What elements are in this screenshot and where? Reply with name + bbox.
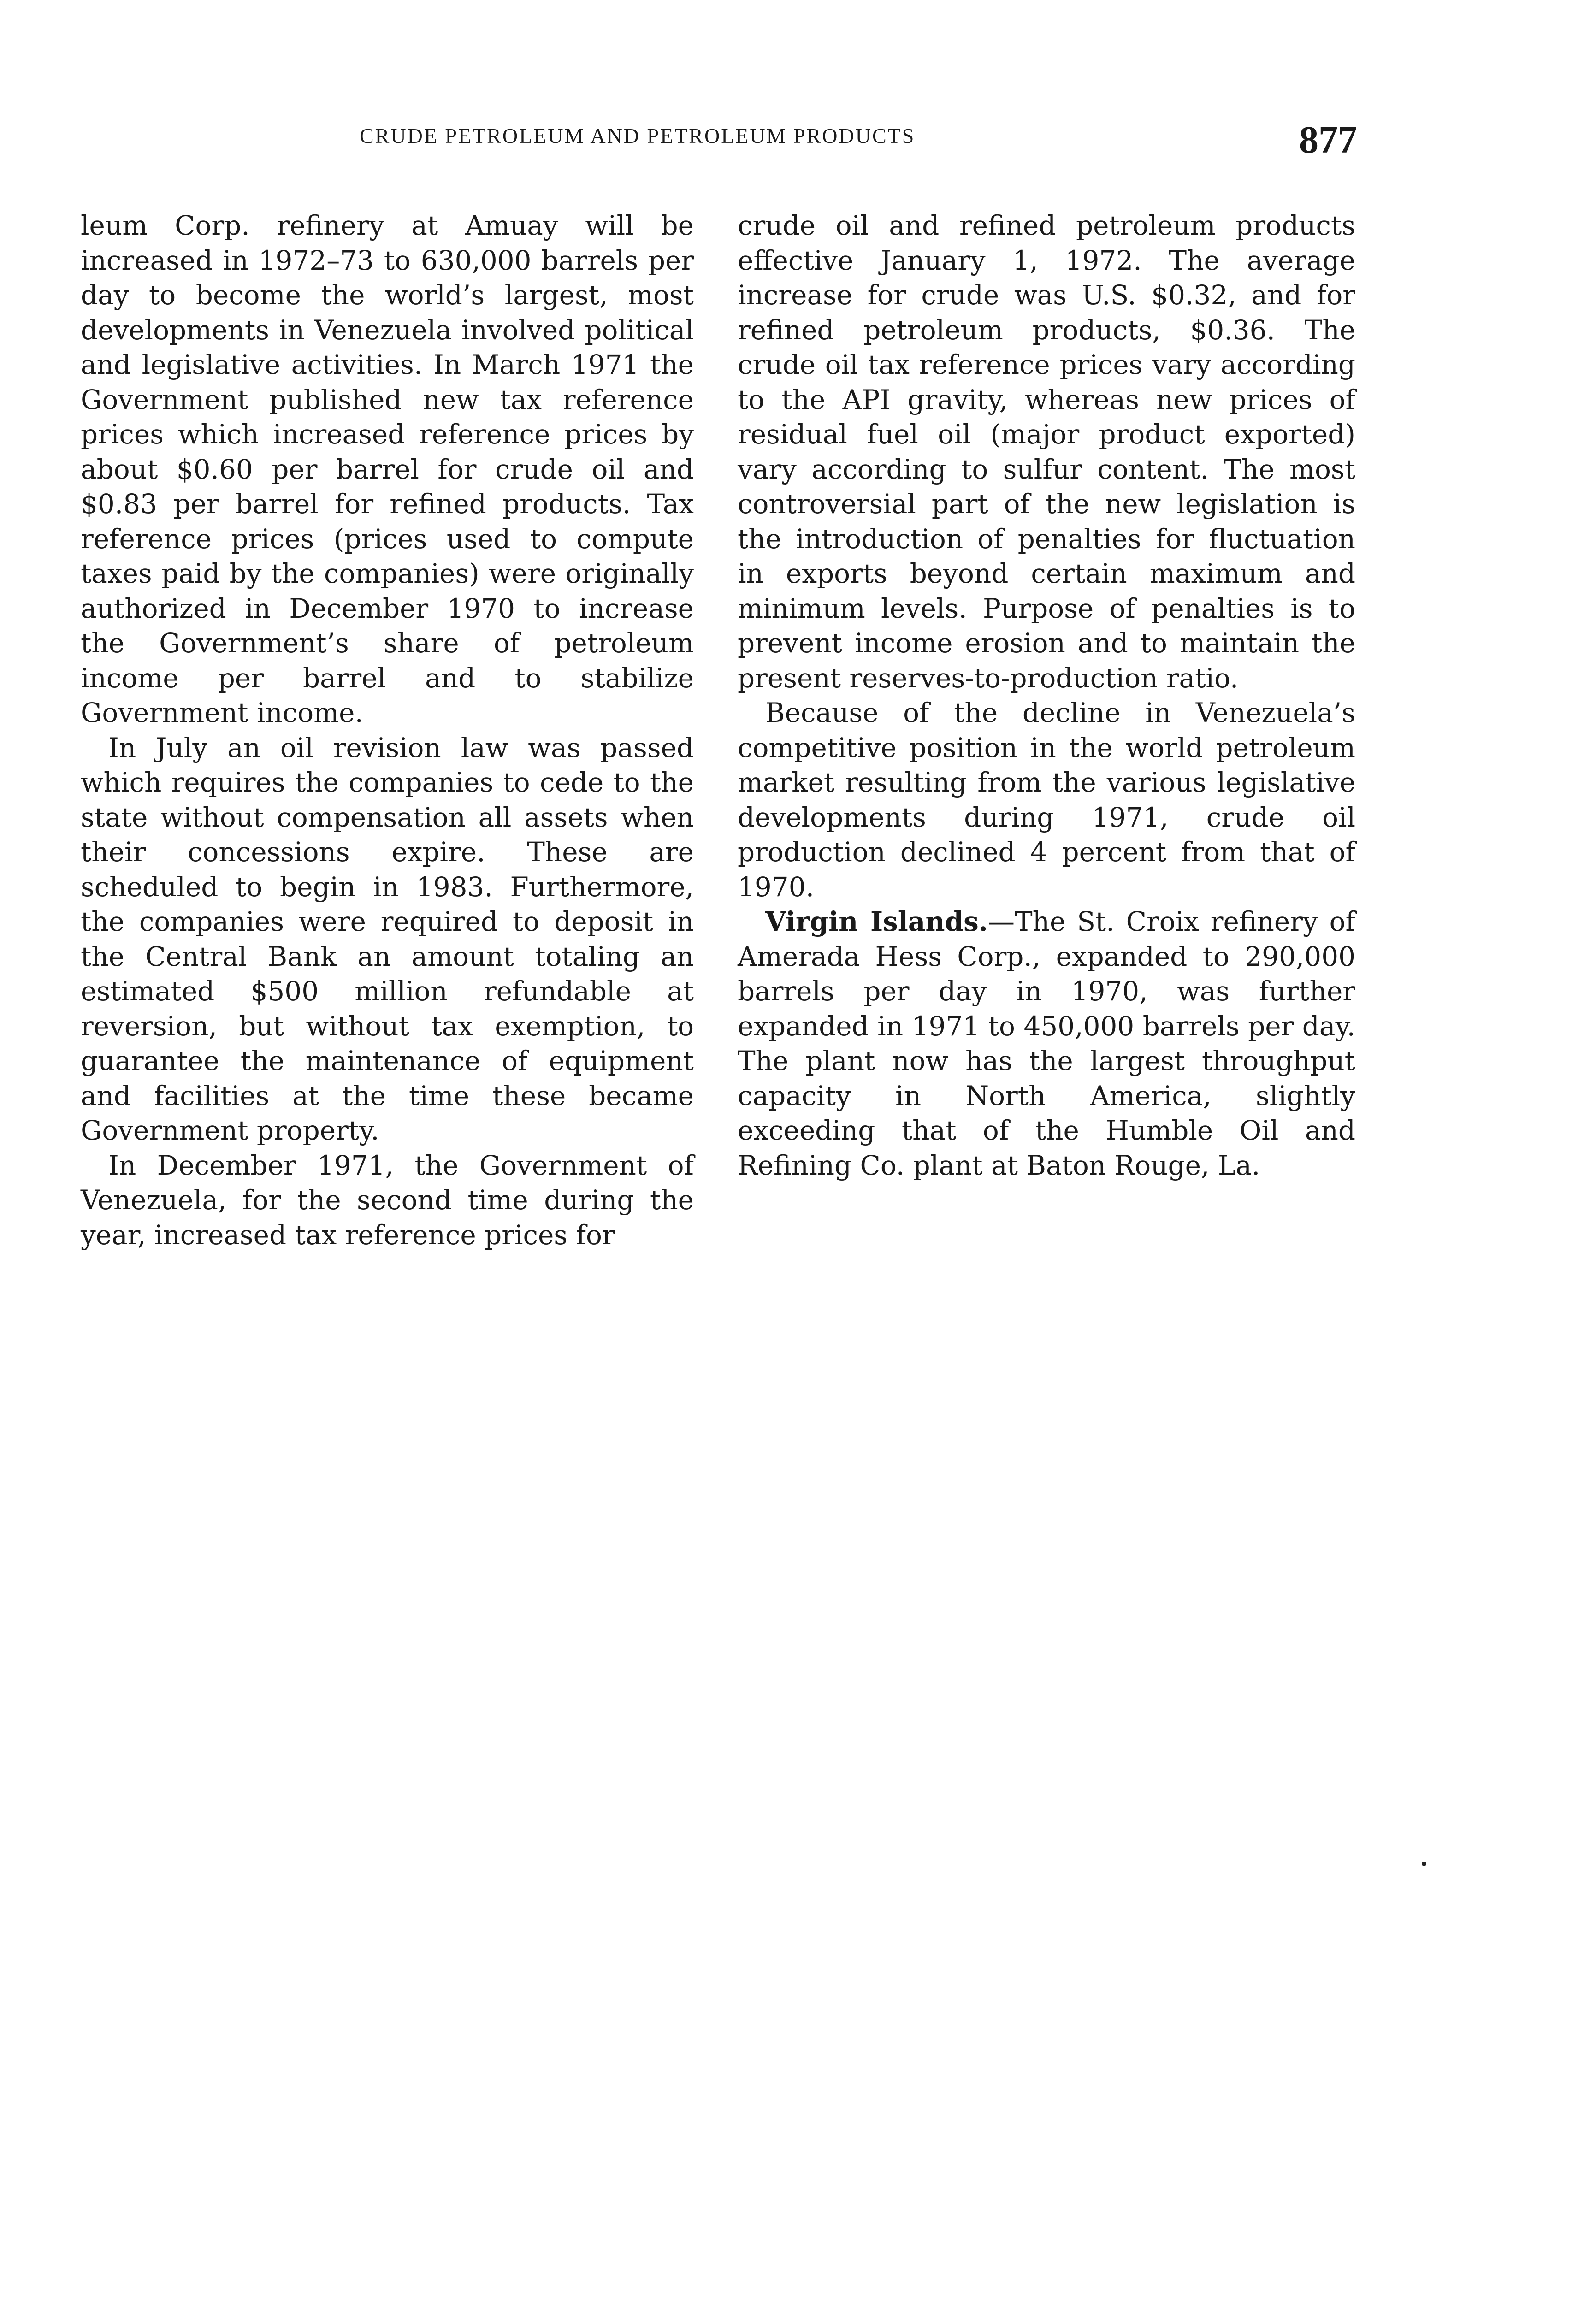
paragraph-amuay-refinery: leum Corp. refinery at Amuay will be increased in 1972–73 to 630,000 barrels per day to become the world’s largest, most developments in Venezuela involved political and legislative activities. In March 1971 the Government published new tax reference prices which increased reference prices by about $0.60 per barrel for crude oil and $0.83 per barrel for refined products. Tax reference prices (prices used to compute taxes paid by the companies) were originally authorized in December 1970 to increase the Government’s share of petroleum income per barrel and to stabilize Government income. (81, 210, 694, 728)
section-heading-virgin-islands: Virgin Islands. (765, 906, 988, 937)
ink-speck (1422, 1862, 1426, 1866)
paragraph-venezuela-decline: Because of the decline in Venezuela’s competitive position in the world petroleum market resulting from the various legislative developments during 1971, crude oil production declined 4 percent from that of 1970. (738, 697, 1355, 903)
running-header-title: CRUDE PETROLEUM AND PETROLEUM PRODUCTS (360, 124, 916, 148)
right-column (738, 208, 1355, 1183)
paragraph-virgin-islands (738, 904, 1355, 1183)
page-number: 877 (1299, 118, 1357, 161)
paragraph-crude-refined-prices: crude oil and refined petroleum products effective January 1, 1972. The average increase for crude was U.S. $0.32, and for refined petroleum products, $0.36. The crude oil tax reference prices vary according to the API gravity, whereas new prices of residual fuel oil (major product exported) vary according to sulfur content. The most controversial part of the new legislation is the introduction of penalties for fluctuation in exports beyond certain maximum and minimum levels. Purpose of penalties is to prevent income erosion and to maintain the present reserves-to-production ratio. (738, 210, 1355, 694)
left-column (81, 208, 694, 1253)
virgin-islands-text: —The St. Croix refinery of Amerada Hess Corp., expanded to 290,000 barrels per day in 1970, was further expanded in 1971 to 450,000 barrels per day. The plant now has the largest throughput capacity in North America, slightly exceeding that of the Humble Oil and Refining Co. plant at Baton Rouge, La. (738, 906, 1355, 1181)
paragraph-oil-revision-law: In July an oil revision law was passed which requires the companies to cede to the state without compensation all assets when their concessions expire. These are scheduled to begin in 1983. Furthermore, the companies were required to deposit in the Central Bank an amount totaling an estimated $500 million refundable at reversion, but without tax exemption, to guarantee the maintenance of equipment and facilities at the time these became Government property. (81, 732, 694, 1146)
paragraph-december-reference-prices: In December 1971, the Government of Venezuela, for the second time during the year, increased tax reference prices for (81, 1149, 694, 1251)
